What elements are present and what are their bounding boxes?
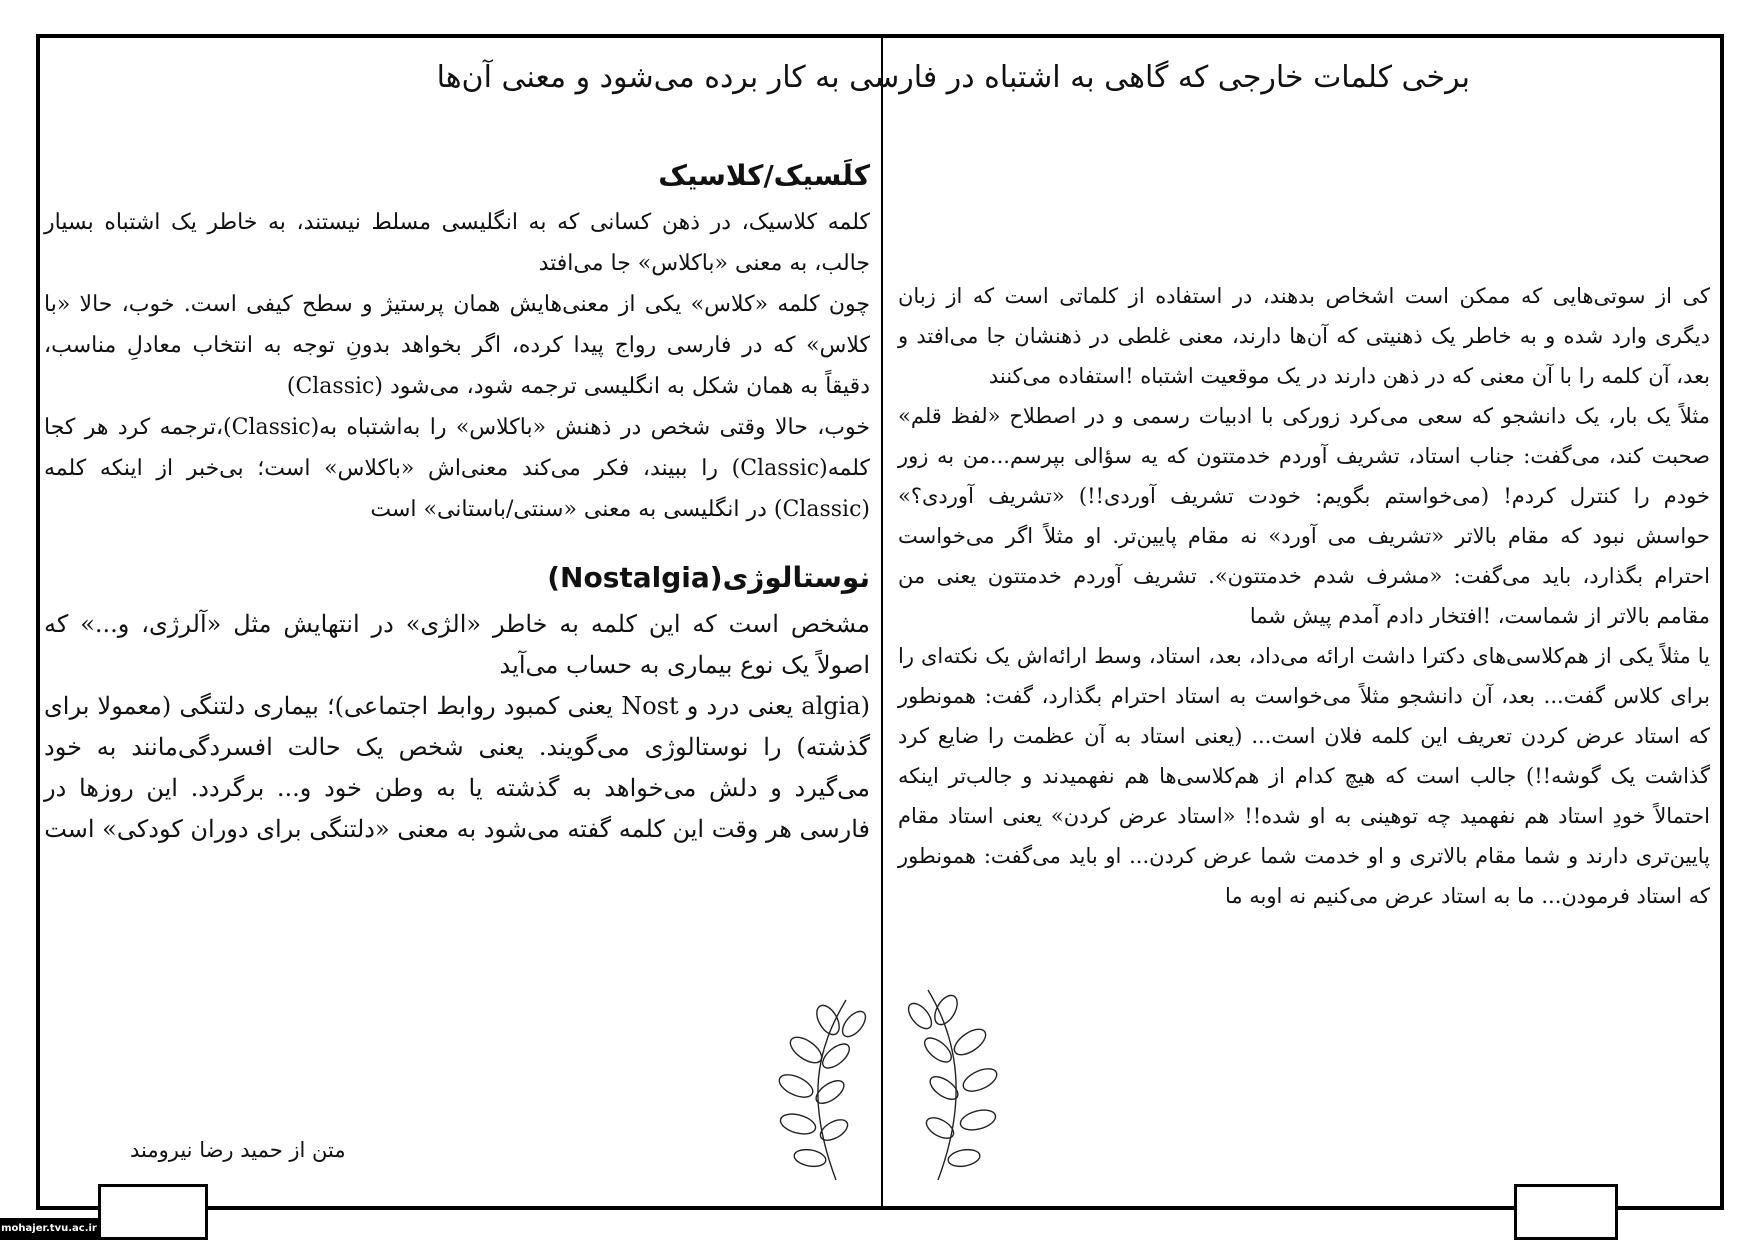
paragraph: کلمه کلاسیک، در ذهن کسانی که به انگلیسی مسلط نیستند، به خاطر یک اشتباه بسیار جالب، به معنی «باکلاس» جا می‌افتد xyxy=(44,210,870,276)
paragraph: (algia یعنی درد و Nost یعنی کمبود روابط اجتماعی)؛ بیماری دلتنگی (معمولا برای گذشته) را نوستالوژی می‌گویند. یعنی شخص یک حالت افسردگی‌مانند به خود می‌گیرد و دلش می‌خواهد به گذشته یا به وطن خود و... برگردد. این روزها در فارسی هر وقت این کلمه گفته می‌شود به معنی «دلتنگی برای دوران کودکی» است xyxy=(44,692,870,843)
right-column-text xyxy=(898,276,1710,916)
paragraph: خوب، حالا وقتی شخص در ذهنش «باکلاس» را به‌اشتباه به(Classic)،ترجمه کرد هر کجا کلمه(Classic) را ببیند، فکر می‌کند معنی‌اش «باکلاس» است؛ بی‌خبر از اینکه کلمه (Classic) در انگلیسی به معنی «سنتی/باستانی» است xyxy=(44,415,870,522)
page-number-box-left xyxy=(98,1184,208,1240)
author-credit: متن از حمید رضا نیرومند xyxy=(130,1138,346,1162)
leaf-branch-icon xyxy=(736,990,886,1190)
page-number-box-right xyxy=(1514,1184,1618,1240)
section-nostalgia xyxy=(44,556,870,850)
paragraph: کی از سوتی‌هایی که ممکن است اشخاص بدهند، در استفاده از کلماتی است که از زبان دیگری وارد شده و به خاطر یک ذهنیتی که آن‌ها دارند، معنی غلطی در ذهنشان جا می‌افتد و بعد، آن کلمه را با آن معنی که در ذهن دارند در یک موقعیت اشتباه !استفاده می‌کنند xyxy=(898,284,1710,388)
paragraph: چون کلمه «کلاس» یکی از معنی‌هایش همان پرستیژ و سطح کیفی است. خوب، حالا «با کلاس» که در فارسی رواج پیدا کرده، اگر بخواهد بدونِ توجه به انتخاب معادلِ مناسب، دقیقاً به همان شکل به انگلیسی ترجمه شود، می‌شود (Classic) xyxy=(44,292,870,399)
paragraph: مثلاً یک بار، یک دانشجو که سعی می‌کرد زورکی با ادبیات رسمی و در اصطلاح «لفظ قلم» صحبت کند، می‌گفت: جناب استاد، تشریف آوردم خدمتتون که یه سؤالی بپرسم...من به زور خودم را کنترل کردم! (می‌خواستم بگویم: خودت تشریف آوردی!!) «تشریف آوردی؟» حواسش نبود که مقام بالاتر «تشریف می آورد» نه مقام پایین‌تر. او مثلاً اگر می‌خواست احترام بگذارد، باید می‌گفت: «مشرف شدم خدمتتون». تشریف آوردم خدمتتون یعنی من مقامم بالاتر از شماست، !افتخار دادم آمدم پیش شما xyxy=(898,404,1710,628)
site-watermark: mohajer.tvu.ac.ir xyxy=(0,1218,98,1240)
section-classic xyxy=(44,154,870,530)
section-heading: کلَسیک/کلاسیک xyxy=(658,159,870,192)
page-title: برخی کلمات خارجی که گاهی به اشتباه در فارسی به کار برده می‌شود و معنی آن‌ها xyxy=(436,60,1470,95)
section-heading: نوستالوژی(Nostalgia) xyxy=(547,561,870,594)
leaf-branch-icon xyxy=(888,980,1038,1190)
paragraph: یا مثلاً یکی از هم‌کلاسی‌های دکترا داشت ارائه می‌داد، بعد، استاد، وسط ارائه‌اش یک نکته‌ای را برای کلاس گفت... بعد، آن دانشجو مثلاً می‌خواست به استاد احترام بگذارد، گفت: همونطور که استاد عرض کردن تعریف این کلمه فلان است... (یعنی استاد به آن عظمت را ضایع کرد گذاشت یک گوشه!!) جالب است که هیچ کدام از هم‌کلاسی‌ها هم نفهمیدند و جالب‌تر اینکه احتمالاً خودِ استاد هم نفهمید چه توهینی به او شده!! «استاد عرض کردن» یعنی استاد مقام پایین‌تری دارند و شما مقام بالاتری و او خدمت شما عرض کردن... او باید می‌گفت: همونطور که استاد فرمودن... ما به استاد عرض می‌کنیم نه اوبه ما xyxy=(898,644,1710,908)
paragraph: مشخص است که این کلمه به خاطر «الژی» در انتهایش مثل «آلرژی، و...» که اصولاً یک نوع بیماری به حساب می‌آید xyxy=(44,610,871,679)
